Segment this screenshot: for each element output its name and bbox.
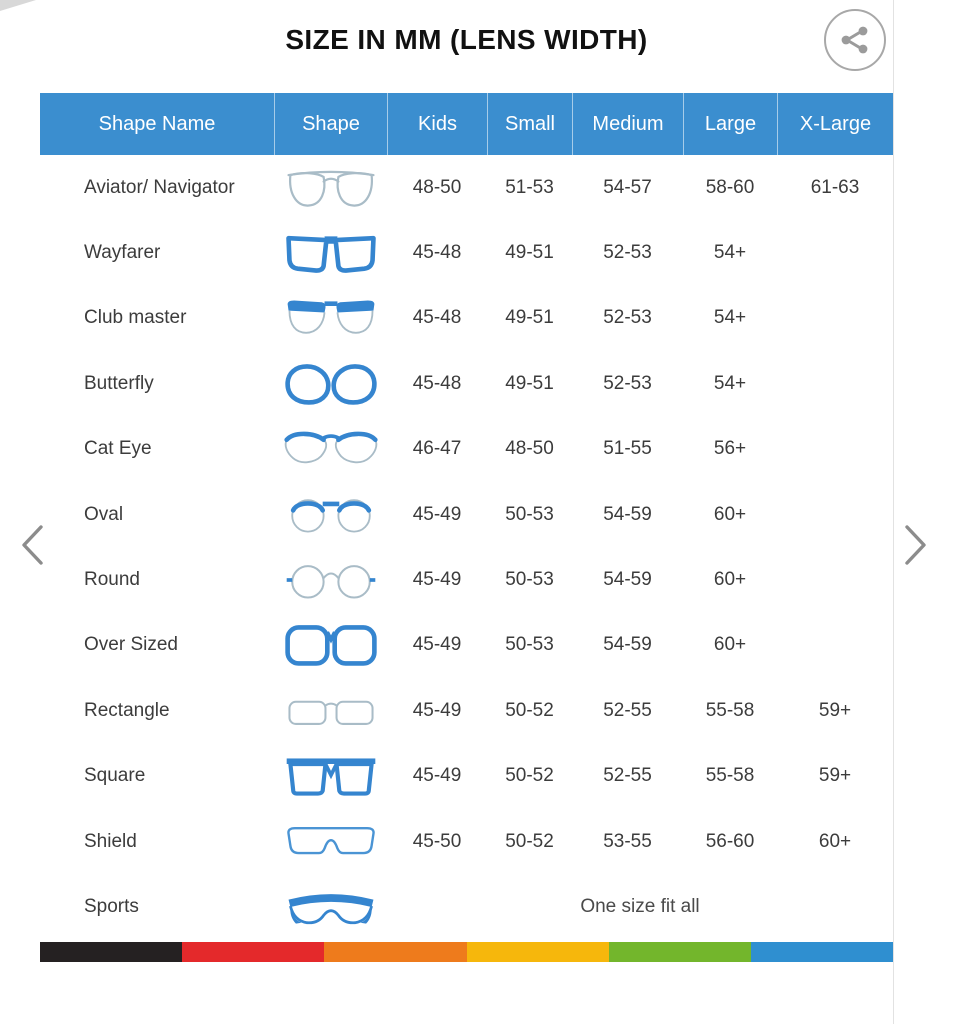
footer-color-stripe <box>40 942 893 962</box>
one-size-note: One size fit all <box>580 895 700 917</box>
size-value: 59+ <box>818 699 852 721</box>
table-row <box>40 417 893 482</box>
size-value: 55-58 <box>705 765 755 787</box>
shape-name-label: Square <box>84 765 146 787</box>
shape-icon-cell <box>274 293 387 343</box>
page-title: SIZE IN MM (LENS WIDTH) <box>285 24 648 55</box>
table-row <box>40 678 893 743</box>
column-header-small: Small <box>487 93 572 155</box>
shape-name-label: Over Sized <box>84 634 178 656</box>
size-value: 54+ <box>713 242 747 264</box>
stripe-segment <box>609 942 751 962</box>
column-header-shape-name: Shape Name <box>98 112 216 135</box>
size-value: 52-55 <box>603 699 652 721</box>
size-value: 52-53 <box>603 242 652 264</box>
size-value: 45-49 <box>412 569 462 591</box>
table-row <box>40 351 893 416</box>
table-row <box>40 155 893 220</box>
shape-name-label: Wayfarer <box>84 242 161 264</box>
size-value: 46-47 <box>412 438 462 460</box>
size-value: 50-52 <box>505 765 554 787</box>
size-value: 54-59 <box>603 569 652 591</box>
rectangle-glasses-icon <box>283 686 379 736</box>
shape-icon-cell <box>274 882 387 932</box>
butterfly-glasses-icon <box>283 359 379 409</box>
size-value: 61-63 <box>810 176 860 198</box>
column-header-medium: Medium <box>572 93 683 155</box>
size-value: 54-59 <box>603 503 652 525</box>
oval-glasses-icon <box>283 490 379 540</box>
stripe-segment <box>467 942 609 962</box>
shape-icon-cell <box>274 228 387 278</box>
table-row <box>40 744 893 809</box>
column-header-x-large: X-Large <box>777 93 893 155</box>
shape-name-label: Club master <box>84 307 187 329</box>
shape-name-label: Aviator/ Navigator <box>84 176 235 198</box>
size-value: 45-49 <box>412 634 462 656</box>
size-value: 49-51 <box>505 242 554 264</box>
size-value: 49-51 <box>505 372 554 394</box>
size-value: 54+ <box>713 372 747 394</box>
size-value: 55-58 <box>705 699 755 721</box>
clubmaster-glasses-icon <box>283 293 379 343</box>
size-value: 45-49 <box>412 765 462 787</box>
size-value: 60+ <box>713 569 747 591</box>
corner-artifact <box>0 0 36 11</box>
shape-name-label: Sports <box>84 895 139 917</box>
table-row <box>40 547 893 612</box>
column-header-kids: Kids <box>387 93 487 155</box>
shape-name-label: Rectangle <box>84 699 170 721</box>
carousel-next-button[interactable] <box>892 516 940 574</box>
stripe-segment <box>182 942 324 962</box>
table-row <box>40 809 893 874</box>
size-value: 50-52 <box>505 699 554 721</box>
share-button[interactable] <box>824 9 886 71</box>
size-value: 45-48 <box>412 372 462 394</box>
size-value: 54-59 <box>603 634 652 656</box>
size-value: 56+ <box>713 438 747 460</box>
size-value: 60+ <box>713 634 747 656</box>
table-row <box>40 482 893 547</box>
size-value: 48-50 <box>412 176 462 198</box>
size-value: 54+ <box>713 307 747 329</box>
chevron-right-icon <box>901 521 931 569</box>
size-value: 49-51 <box>505 307 554 329</box>
size-value: 45-50 <box>412 830 462 852</box>
table-row <box>40 874 893 939</box>
shape-name-label: Oval <box>84 503 124 525</box>
sports-glasses-icon <box>283 882 379 932</box>
column-header-shape: Shape <box>274 93 387 155</box>
column-header-large: Large <box>683 93 777 155</box>
size-value: 50-53 <box>505 503 554 525</box>
size-value: 45-48 <box>412 242 462 264</box>
size-value: 56-60 <box>705 830 755 852</box>
table-header-row <box>40 93 893 155</box>
size-value: 52-53 <box>603 307 652 329</box>
shape-name-label: Butterfly <box>84 372 154 394</box>
table-row <box>40 613 893 678</box>
size-value: 51-53 <box>505 176 554 198</box>
slide-edge-divider <box>893 0 894 1024</box>
table-row <box>40 220 893 285</box>
size-value: 59+ <box>818 765 852 787</box>
shape-icon-cell <box>274 817 387 867</box>
shape-icon-cell <box>274 620 387 670</box>
size-value: 51-55 <box>603 438 652 460</box>
carousel-prev-button[interactable] <box>8 516 56 574</box>
table-body <box>40 155 893 940</box>
shape-icon-cell <box>274 359 387 409</box>
size-value: 45-49 <box>412 503 462 525</box>
wayfarer-glasses-icon <box>283 228 379 278</box>
share-icon <box>838 23 872 57</box>
shield-glasses-icon <box>283 817 379 867</box>
size-value: 60+ <box>818 830 852 852</box>
shape-name-label: Shield <box>84 830 137 852</box>
size-value: 50-53 <box>505 569 554 591</box>
size-value: 52-55 <box>603 765 652 787</box>
size-value: 60+ <box>713 503 747 525</box>
size-value: 52-53 <box>603 372 652 394</box>
stripe-segment <box>324 942 466 962</box>
table-row <box>40 286 893 351</box>
size-value: 58-60 <box>705 176 755 198</box>
stripe-segment <box>40 942 182 962</box>
size-value: 45-48 <box>412 307 462 329</box>
size-value: 54-57 <box>603 176 652 198</box>
shape-icon-cell <box>274 490 387 540</box>
square-glasses-icon <box>283 751 379 801</box>
round-glasses-icon <box>283 555 379 605</box>
shape-icon-cell <box>274 424 387 474</box>
shape-name-label: Round <box>84 569 140 591</box>
shape-icon-cell <box>274 751 387 801</box>
shape-icon-cell <box>274 555 387 605</box>
shape-name-label: Cat Eye <box>84 438 152 460</box>
aviator-glasses-icon <box>283 163 379 213</box>
size-value: 50-53 <box>505 634 554 656</box>
size-value: 48-50 <box>505 438 554 460</box>
chevron-left-icon <box>17 521 47 569</box>
size-value: 50-52 <box>505 830 554 852</box>
oversized-glasses-icon <box>283 620 379 670</box>
cateye-glasses-icon <box>283 424 379 474</box>
shape-icon-cell <box>274 686 387 736</box>
shape-icon-cell <box>274 163 387 213</box>
stripe-segment <box>751 942 893 962</box>
size-table <box>40 93 893 940</box>
size-value: 45-49 <box>412 699 462 721</box>
size-value: 53-55 <box>603 830 652 852</box>
